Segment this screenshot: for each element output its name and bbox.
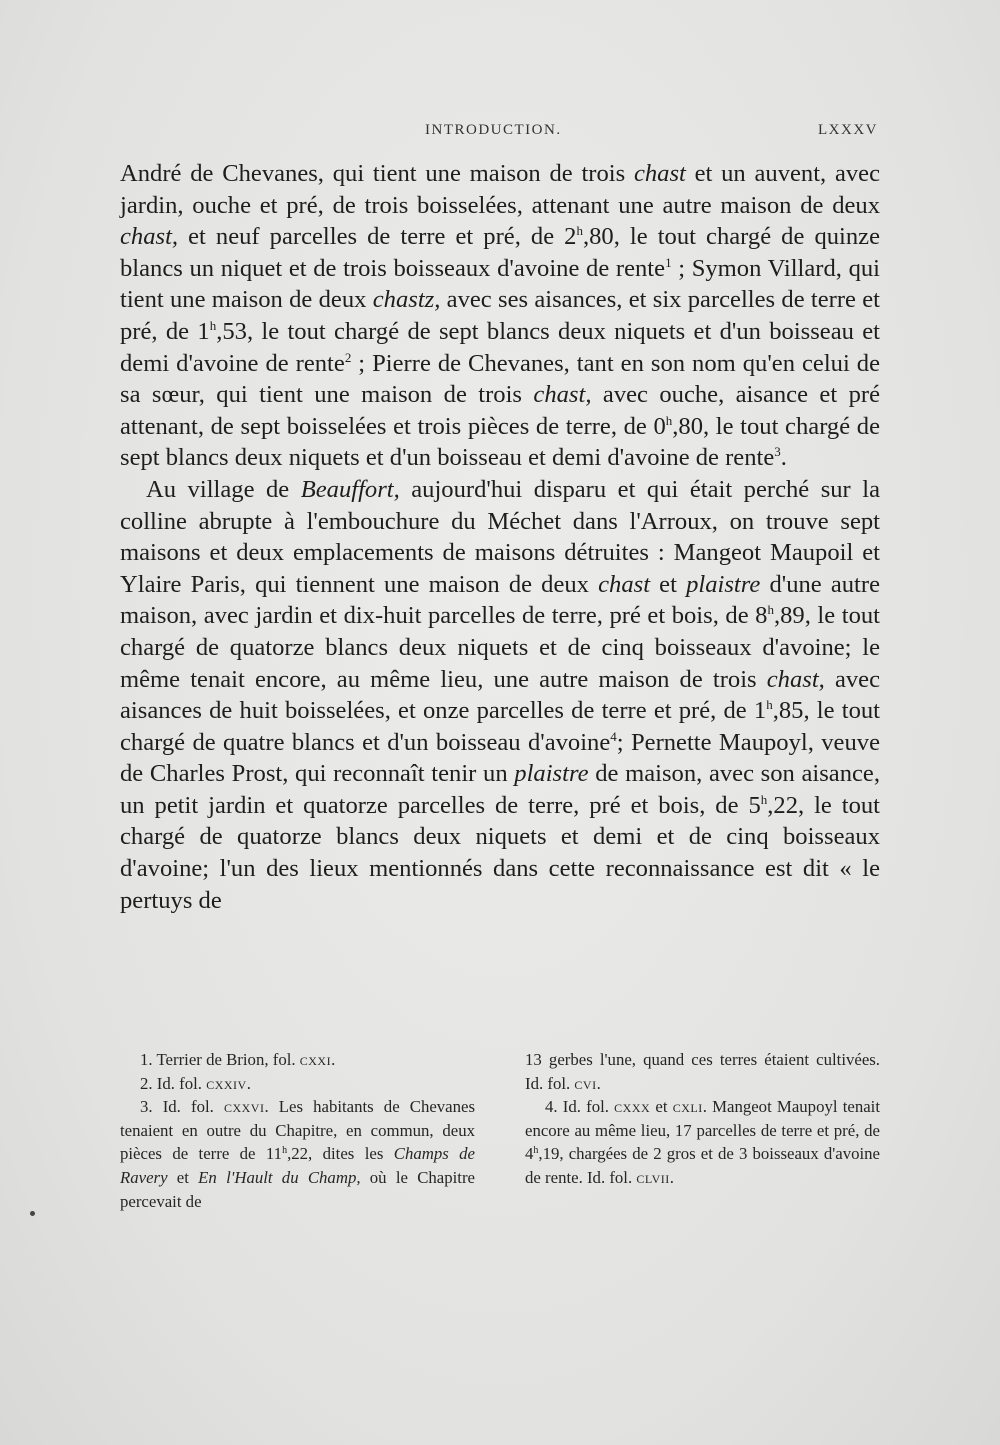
italic-term: chast,	[120, 223, 179, 251]
footnote-3-continued	[525, 1048, 880, 1095]
folio-numeral: cxxi	[299, 1050, 332, 1069]
footnotes-right-column	[525, 1048, 880, 1190]
folio-numeral: clvii	[636, 1167, 670, 1187]
text-run: ; Symon Villard, qui tient une maison de deux	[120, 254, 880, 314]
footnote-ref: 1	[665, 254, 672, 270]
text-run: Au village de	[146, 475, 301, 503]
unit-superscript: h	[760, 791, 768, 807]
text-run: ,89, le tout chargé de quatorze blancs deux niquets et de cinq boisseaux d'avoine; le même tenait encore, au même lieu, une autre maison de trois	[120, 602, 880, 693]
running-header	[120, 122, 878, 144]
unit-superscript: h	[766, 697, 773, 713]
italic-term: chast	[633, 160, 686, 187]
footnote-4	[525, 1095, 880, 1189]
text-run: d'une autre maison, avec jardin et dix-huit parcelles de terre, pré et bois, de 8	[120, 570, 880, 630]
folio-numeral: cxxx	[614, 1097, 651, 1117]
italic-term: chastz,	[372, 286, 441, 314]
text-run: ,80, le tout chargé de sept blancs deux niquets et d'un boisseau et demi d'avoine de rente	[120, 412, 880, 472]
text-run: ,19, chargées de 2 gros et de 3 boisseaux d'avoine de rente. Id. fol.	[525, 1144, 880, 1187]
text-run: . Les habitants de Chevanes tenaient en outre du Chapitre, en commun, deux pièces de terre de 11	[120, 1097, 476, 1164]
text-run: où le Chapitre percevait de	[120, 1167, 475, 1211]
main-text	[120, 158, 880, 916]
page-number: LXXXV	[818, 122, 878, 138]
text-run: ,80, le tout chargé de quinze blancs un niquet et de trois boisseaux d'avoine de rente	[120, 223, 880, 282]
text-run: et neuf parcelles de terre et pré, de 2	[178, 223, 577, 251]
text-run: ; Pernette Maupoyl, veuve de Charles Prost, qui reconnaît tenir un	[120, 728, 880, 788]
italic-term: chast,	[766, 665, 825, 693]
footnote-3	[120, 1095, 475, 1213]
unit-superscript: h	[576, 223, 583, 239]
text-run: ,85, le tout chargé de quatre blancs et d'un boisseau d'avoine	[120, 697, 881, 756]
text-run: . Mangeot Maupoyl tenait encore au même lieu, 17 parcelles de terre et pré, de 4	[525, 1097, 880, 1164]
footnotes-left-column	[120, 1048, 475, 1213]
footnote-ref: 2	[344, 349, 352, 365]
unit-superscript: h	[282, 1145, 288, 1157]
paragraph-chevanes	[120, 158, 880, 474]
text-run: ,22, dites les	[287, 1144, 394, 1164]
text-run: 3. Id. fol.	[140, 1097, 224, 1117]
text-run: et un auvent, avec jardin, ouche et pré, de trois boisselées, attenant une autre maison de deux	[120, 160, 881, 219]
text-run: et	[167, 1167, 199, 1187]
folio-numeral: cvi	[574, 1073, 597, 1093]
footnote-ref: 4	[610, 728, 617, 744]
italic-term: plaistre	[686, 570, 761, 598]
ink-spot	[30, 1211, 35, 1216]
text-run: ,53, le tout chargé de sept blancs deux niquets et d'un boisseau et demi d'avoine de rente	[120, 317, 881, 377]
text-run: 13 gerbes l'une, quand ces terres étaient cultivées. Id. fol.	[525, 1050, 880, 1093]
italic-term: Champs de Ravery	[120, 1144, 475, 1187]
text-run: .	[780, 444, 787, 472]
folio-numeral: cxli	[672, 1097, 703, 1117]
text-run: ,22, le tout chargé de quatorze blancs deux niquets et demi et de cinq boisseaux d'avoine; l'un des lieux mentionnés dans cette reconnaissance est dit « le pertuys de	[120, 791, 880, 914]
text-run: de maison, avec son aisance, un petit jardin et quatorze parcelles de terre, pré et bois, de 5	[120, 760, 880, 819]
text-run: et	[650, 1097, 673, 1117]
text-run: .	[596, 1073, 601, 1093]
unit-superscript: h	[767, 602, 774, 618]
running-title: INTRODUCTION.	[425, 122, 562, 138]
text-run: et	[650, 570, 687, 598]
text-run: 1. Terrier de Brion, fol.	[140, 1050, 300, 1069]
text-run: avec ouche, aisance et pré attenant, de sept boisselées et trois pièces de terre, de 0	[120, 381, 880, 440]
text-run: .	[246, 1073, 251, 1093]
italic-term: chast,	[533, 381, 592, 409]
unit-superscript: h	[533, 1145, 539, 1157]
italic-term: chast	[598, 570, 651, 598]
text-run: 4. Id. fol.	[545, 1097, 615, 1117]
footnote-2	[120, 1072, 475, 1096]
text-run: .	[331, 1050, 336, 1069]
text-run: avec ses aisances, et six parcelles de terre et pré, de 1	[120, 286, 880, 345]
folio-numeral: cxxiv	[206, 1073, 247, 1093]
text-run: 2. Id. fol.	[140, 1073, 207, 1093]
footnote-ref: 3	[774, 444, 781, 460]
unit-superscript: h	[665, 412, 673, 428]
text-run: .	[669, 1167, 674, 1187]
paragraph-beauffort	[120, 474, 880, 916]
italic-term: Beauffort,	[300, 475, 400, 503]
italic-term: En l'Hault du Champ,	[198, 1167, 361, 1187]
italic-term: plaistre	[514, 760, 589, 788]
unit-superscript: h	[209, 317, 217, 333]
text-run: André de Chevanes, qui tient une maison de trois	[120, 160, 634, 187]
text-run: avec aisances de huit boisselées, et onze parcelles de terre et pré, de 1	[120, 665, 880, 725]
text-run: aujourd'hui disparu et qui était perché sur la colline abrupte à l'embouchure du Méchet dans l'Arroux, on trouve sept maisons et deux emplacements de maisons détruites : Mangeot Maupoil et Ylaire Paris, qui tiennent une maison de deux	[120, 475, 880, 598]
footnote-1	[120, 1048, 475, 1072]
text-run: ; Pierre de Chevanes, tant en son nom qu'en celui de sa sœur, qui tient une maison de trois	[120, 349, 880, 409]
folio-numeral: cxxvi	[223, 1097, 265, 1117]
